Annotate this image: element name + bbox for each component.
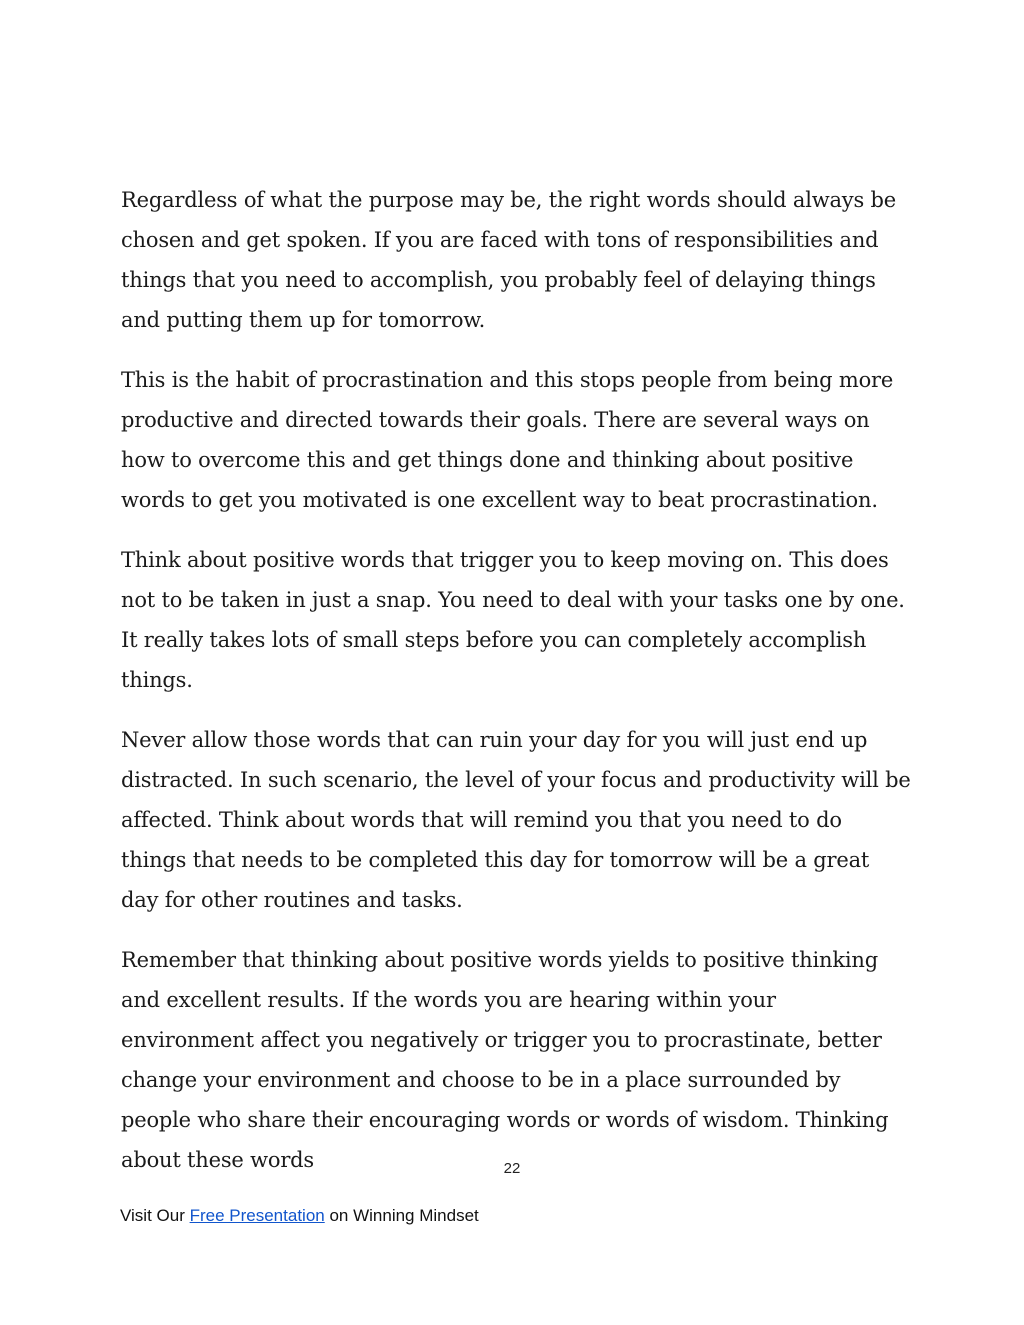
paragraph-4: Never allow those words that can ruin your day for you will just end up distracted. In such scenario, the level of your focus and productivity will be affected. Think about words that will remind you that you need to do things that needs to be completed this day for tomorrow will be a great day for other routines and tasks. [121,728,911,912]
paragraph-5: Remember that thinking about positive words yields to positive thinking and excellent results. If the words you are hearing within your environment affect you negatively or trigger you to procrastinate, better change your environment and choose to be in a place surrounded by people who share their encouraging words or words of wisdom. Thinking about these words [121,948,889,1172]
footer [120,1206,479,1226]
page-number: 22 [503,1160,521,1177]
free-presentation-link[interactable]: Free Presentation [189,1206,325,1225]
paragraph-3: Think about positive words that trigger you to keep moving on. This does not to be taken in just a snap. You need to deal with your tasks one by one. It really takes lots of small steps before you can completely accomplish things. [121,548,905,692]
body-text [121,180,911,1200]
paragraph-2: This is the habit of procrastination and this stops people from being more productive and directed towards their goals. There are several ways on how to overcome this and get things done and thinking about positive words to get you motivated is one excellent way to beat procrastination. [121,368,894,512]
paragraph-1: Regardless of what the purpose may be, the right words should always be chosen and get spoken. If you are faced with tons of responsibilities and things that you need to accomplish, you probably feel of delaying things and putting them up for tomorrow. [121,188,896,332]
footer-suffix: on Winning Mindset [324,1206,479,1225]
footer-prefix: Visit Our [120,1206,190,1225]
